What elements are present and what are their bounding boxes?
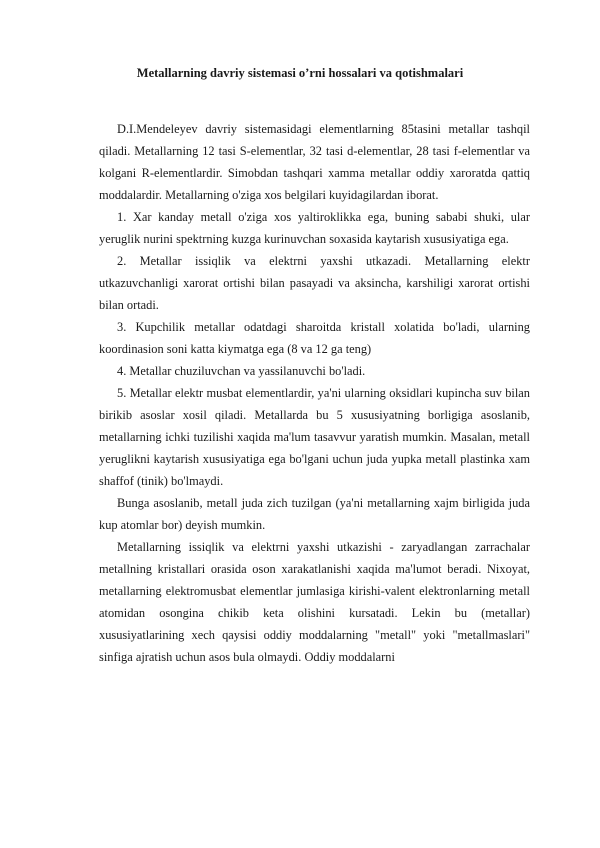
document-body	[99, 118, 530, 668]
paragraph-property-5: 5. Metallar elektr musbat elementlardir, ya'ni ularning oksidlari kupincha suv bilan birikib asoslar xosil qiladi. Metallarda bu 5 xususiyatning borligiga asoslanib, metallarning ichki tuzilishi xaqida ma'lum tasavvur yaratish mumkin. Masalan, metall yeruglikni kaytarish xususiyatiga ega bo'lgani uchun juda yupka metall plastinka xam shaffof (tinik) bo'lmaydi.	[99, 386, 530, 488]
page-title: Metallarning davriy sistemasi o’rni hossalari va qotishmalari	[136, 66, 464, 80]
paragraph-conductivity: Metallarning issiqlik va elektrni yaxshi utkazishi - zaryadlangan zarrachalar metallning kristallari orasida oson xarakatlanishi xaqida ma'lumot beradi. Nixoyat, metallarning elektromusbat elementlar jumlasiga kirishi-valent elektronlarning metall atomidan osongina chikib keta olishini kursatadi. Lekin bu (metallar) xususiyatlarining xech qaysisi oddiy moddalarning "metall" yoki "metallmaslari" sinfiga ajratish uchun asos bula olmaydi. Oddiy moddalarni	[99, 540, 530, 664]
paragraph-property-3: 3. Kupchilik metallar odatdagi sharoitda kristall xolatida bo'ladi, ularning koordinasion soni katta kiymatga ega (8 va 12 ga teng)	[99, 320, 530, 356]
paragraph-property-2: 2. Metallar issiqlik va elektrni yaxshi utkazadi. Metallarning elektr utkazuvchanligi xarorat ortishi bilan pasayadi va aksincha, karshiligi xarorat ortishi bilan ortadi.	[99, 254, 530, 312]
paragraph-property-4: 4. Metallar chuziluvchan va yassilanuvchi bo'ladi.	[117, 364, 366, 378]
paragraph-property-1: 1. Xar kanday metall o'ziga xos yaltiroklikka ega, buning sababi shuki, ular yeruglik nurini spektrning kuzga kurinuvchan soxasida kaytarish xususiyatiga ega.	[99, 210, 530, 246]
paragraph-intro: D.I.Mendeleyev davriy sistemasidagi elementlarning 85tasini metallar tashqil qiladi. Metallarning 12 tasi S-elementlar, 32 tasi d-elementlar, 28 tasi f-elementlar va kolgani R-elementlardir. Simobdan tashqari xamma metallar oddiy xaroratda qattiq moddalardir. Metallarning o'ziga xos belgilari kuyidagilardan iborat.	[99, 122, 530, 202]
paragraph-dense-structure: Bunga asoslanib, metall juda zich tuzilgan (ya'ni metallarning xajm birligida juda kup atomlar bor) deyish mumkin.	[99, 496, 530, 532]
